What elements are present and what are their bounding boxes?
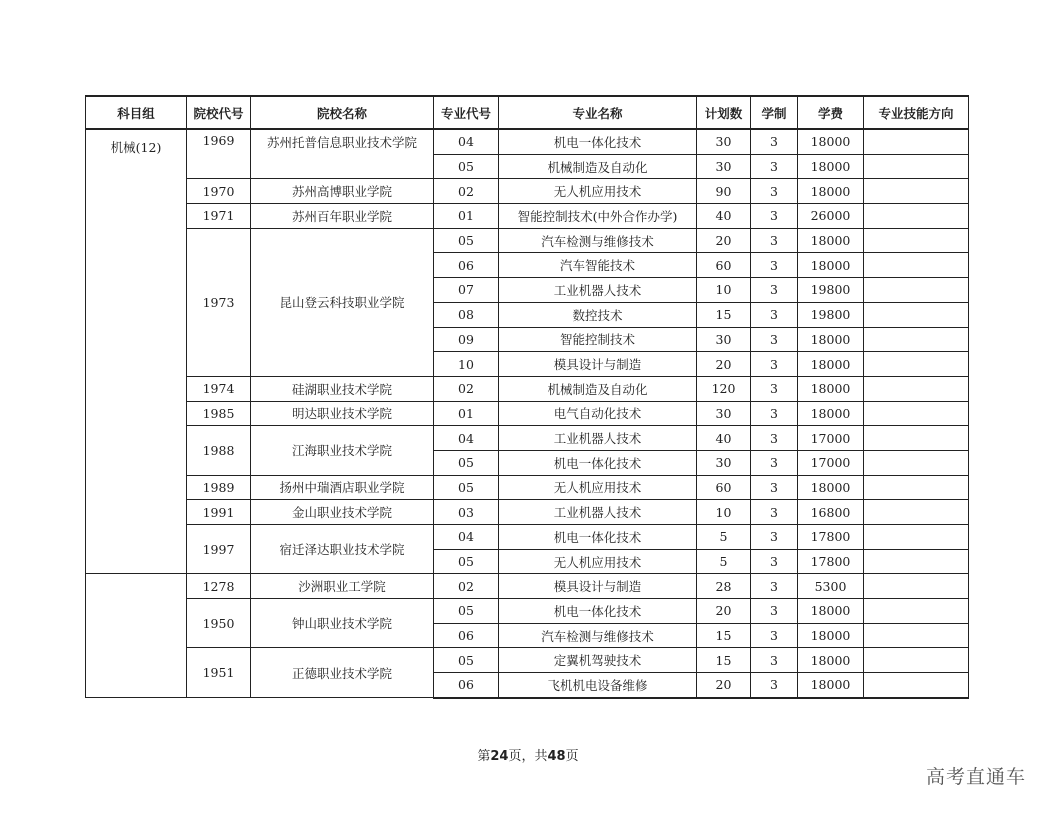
major-name-cell: 工业机器人技术	[499, 278, 697, 303]
fee-cell: 18000	[798, 376, 864, 401]
years-cell: 3	[751, 450, 798, 475]
years-cell: 3	[751, 426, 798, 451]
direction-cell	[864, 648, 969, 673]
table-row	[86, 228, 969, 253]
school-code-cell: 1974	[187, 376, 251, 401]
major-name-cell: 机电一体化技术	[499, 129, 697, 154]
years-cell: 3	[751, 154, 798, 179]
school-name-cell: 江海职业技术学院	[251, 426, 434, 475]
plan-cell: 90	[697, 179, 751, 204]
years-cell: 3	[751, 599, 798, 624]
school-code-cell: 1991	[187, 500, 251, 525]
school-name-cell: 苏州高博职业学院	[251, 179, 434, 204]
major-name-cell: 机电一体化技术	[499, 525, 697, 550]
major-code-cell: 08	[434, 302, 499, 327]
major-code-cell: 05	[434, 475, 499, 500]
direction-cell	[864, 574, 969, 599]
school-code-cell: 1989	[187, 475, 251, 500]
fee-cell: 18000	[798, 599, 864, 624]
header-plan: 计划数	[697, 96, 751, 129]
plan-cell: 20	[697, 228, 751, 253]
major-code-cell: 04	[434, 426, 499, 451]
plan-cell: 28	[697, 574, 751, 599]
school-name-cell: 扬州中瑞酒店职业学院	[251, 475, 434, 500]
enrollment-plan-table	[85, 95, 969, 699]
fee-cell: 26000	[798, 204, 864, 229]
major-name-cell: 智能控制技术	[499, 327, 697, 352]
group-cell: 机械(12)	[86, 129, 187, 574]
fee-cell: 5300	[798, 574, 864, 599]
school-code-cell: 1988	[187, 426, 251, 475]
fee-cell: 17000	[798, 450, 864, 475]
page-prefix: 第	[477, 749, 491, 764]
school-name-cell: 昆山登云科技职业学院	[251, 228, 434, 376]
direction-cell	[864, 500, 969, 525]
plan-cell: 30	[697, 154, 751, 179]
years-cell: 3	[751, 623, 798, 648]
table-row	[86, 129, 969, 154]
plan-cell: 60	[697, 253, 751, 278]
plan-cell: 10	[697, 500, 751, 525]
fee-cell: 17000	[798, 426, 864, 451]
years-cell: 3	[751, 302, 798, 327]
years-cell: 3	[751, 278, 798, 303]
school-code-cell: 1950	[187, 599, 251, 648]
direction-cell	[864, 327, 969, 352]
major-name-cell: 工业机器人技术	[499, 500, 697, 525]
major-name-cell: 汽车智能技术	[499, 253, 697, 278]
header-major-code: 专业代号	[434, 96, 499, 129]
fee-cell: 18000	[798, 327, 864, 352]
page-number	[0, 745, 1056, 764]
major-name-cell: 无人机应用技术	[499, 179, 697, 204]
school-name-cell: 明达职业技术学院	[251, 401, 434, 426]
plan-cell: 30	[697, 401, 751, 426]
major-code-cell: 01	[434, 401, 499, 426]
table-row	[86, 525, 969, 550]
major-code-cell: 09	[434, 327, 499, 352]
school-code-cell: 1278	[187, 574, 251, 599]
plan-cell: 5	[697, 549, 751, 574]
major-name-cell: 机电一体化技术	[499, 450, 697, 475]
years-cell: 3	[751, 549, 798, 574]
fee-cell: 17800	[798, 525, 864, 550]
plan-cell: 30	[697, 327, 751, 352]
major-name-cell: 数控技术	[499, 302, 697, 327]
plan-cell: 30	[697, 129, 751, 154]
school-code-cell: 1985	[187, 401, 251, 426]
major-name-cell: 模具设计与制造	[499, 574, 697, 599]
major-code-cell: 06	[434, 623, 499, 648]
fee-cell: 18000	[798, 401, 864, 426]
major-code-cell: 06	[434, 673, 499, 698]
major-name-cell: 电气自动化技术	[499, 401, 697, 426]
years-cell: 3	[751, 673, 798, 698]
header-school-code: 院校代号	[187, 96, 251, 129]
years-cell: 3	[751, 500, 798, 525]
school-name-cell: 钟山职业技术学院	[251, 599, 434, 648]
direction-cell	[864, 475, 969, 500]
header-direction: 专业技能方向	[864, 96, 969, 129]
table-row	[86, 204, 969, 229]
school-name-cell: 宿迁泽达职业技术学院	[251, 525, 434, 574]
major-code-cell: 06	[434, 253, 499, 278]
fee-cell: 18000	[798, 129, 864, 154]
fee-cell: 19800	[798, 278, 864, 303]
header-school-name: 院校名称	[251, 96, 434, 129]
fee-cell: 19800	[798, 302, 864, 327]
major-code-cell: 05	[434, 154, 499, 179]
fee-cell: 18000	[798, 673, 864, 698]
major-name-cell: 汽车检测与维修技术	[499, 228, 697, 253]
school-code-cell: 1971	[187, 204, 251, 229]
header-major-name: 专业名称	[499, 96, 697, 129]
fee-cell: 17800	[798, 549, 864, 574]
plan-cell: 120	[697, 376, 751, 401]
direction-cell	[864, 302, 969, 327]
major-name-cell: 模具设计与制造	[499, 352, 697, 377]
fee-cell: 18000	[798, 154, 864, 179]
direction-cell	[864, 129, 969, 154]
major-name-cell: 飞机机电设备维修	[499, 673, 697, 698]
table-row	[86, 426, 969, 451]
school-code-cell: 1951	[187, 648, 251, 698]
fee-cell: 18000	[798, 352, 864, 377]
years-cell: 3	[751, 376, 798, 401]
major-code-cell: 10	[434, 352, 499, 377]
years-cell: 3	[751, 401, 798, 426]
fee-cell: 18000	[798, 648, 864, 673]
school-name-cell: 硅湖职业技术学院	[251, 376, 434, 401]
group-cell	[86, 574, 187, 698]
plan-cell: 20	[697, 673, 751, 698]
plan-cell: 15	[697, 648, 751, 673]
direction-cell	[864, 599, 969, 624]
table-row	[86, 500, 969, 525]
major-code-cell: 05	[434, 549, 499, 574]
direction-cell	[864, 253, 969, 278]
header-group: 科目组	[86, 96, 187, 129]
watermark: 高考直通车	[925, 766, 1026, 788]
plan-cell: 5	[697, 525, 751, 550]
plan-cell: 10	[697, 278, 751, 303]
major-code-cell: 02	[434, 179, 499, 204]
major-code-cell: 04	[434, 129, 499, 154]
school-name-cell: 苏州托普信息职业技术学院	[251, 129, 434, 179]
major-name-cell: 机电一体化技术	[499, 599, 697, 624]
years-cell: 3	[751, 129, 798, 154]
major-name-cell: 智能控制技术(中外合作办学)	[499, 204, 697, 229]
table-row	[86, 599, 969, 624]
school-name-cell: 沙洲职业工学院	[251, 574, 434, 599]
direction-cell	[864, 278, 969, 303]
major-code-cell: 02	[434, 574, 499, 599]
table-row	[86, 179, 969, 204]
years-cell: 3	[751, 352, 798, 377]
major-name-cell: 机械制造及自动化	[499, 376, 697, 401]
plan-cell: 40	[697, 426, 751, 451]
table-row	[86, 648, 969, 673]
page-current: 24	[490, 749, 509, 764]
direction-cell	[864, 154, 969, 179]
plan-cell: 20	[697, 599, 751, 624]
fee-cell: 18000	[798, 228, 864, 253]
direction-cell	[864, 204, 969, 229]
major-name-cell: 无人机应用技术	[499, 475, 697, 500]
years-cell: 3	[751, 253, 798, 278]
direction-cell	[864, 623, 969, 648]
major-name-cell: 定翼机驾驶技术	[499, 648, 697, 673]
direction-cell	[864, 228, 969, 253]
page-total: 48	[547, 749, 566, 764]
table-row	[86, 574, 969, 599]
school-name-cell: 苏州百年职业学院	[251, 204, 434, 229]
plan-cell: 15	[697, 623, 751, 648]
school-code-cell: 1970	[187, 179, 251, 204]
fee-cell: 18000	[798, 623, 864, 648]
direction-cell	[864, 376, 969, 401]
major-code-cell: 03	[434, 500, 499, 525]
plan-cell: 20	[697, 352, 751, 377]
table-header-row	[86, 96, 969, 129]
table-row	[86, 475, 969, 500]
direction-cell	[864, 179, 969, 204]
plan-cell: 15	[697, 302, 751, 327]
years-cell: 3	[751, 648, 798, 673]
header-fee: 学费	[798, 96, 864, 129]
major-code-cell: 05	[434, 450, 499, 475]
page-middle: 页，共	[508, 749, 548, 764]
school-code-cell: 1969	[187, 129, 251, 179]
plan-cell: 30	[697, 450, 751, 475]
years-cell: 3	[751, 525, 798, 550]
direction-cell	[864, 401, 969, 426]
major-code-cell: 05	[434, 599, 499, 624]
school-code-cell: 1997	[187, 525, 251, 574]
direction-cell	[864, 673, 969, 698]
major-name-cell: 机械制造及自动化	[499, 154, 697, 179]
table-row	[86, 376, 969, 401]
years-cell: 3	[751, 327, 798, 352]
major-name-cell: 工业机器人技术	[499, 426, 697, 451]
years-cell: 3	[751, 574, 798, 599]
fee-cell: 16800	[798, 500, 864, 525]
direction-cell	[864, 352, 969, 377]
years-cell: 3	[751, 228, 798, 253]
school-name-cell: 正德职业技术学院	[251, 648, 434, 698]
major-name-cell: 汽车检测与维修技术	[499, 623, 697, 648]
years-cell: 3	[751, 179, 798, 204]
major-code-cell: 02	[434, 376, 499, 401]
school-code-cell: 1973	[187, 228, 251, 376]
direction-cell	[864, 450, 969, 475]
page-suffix: 页	[565, 749, 579, 764]
major-code-cell: 01	[434, 204, 499, 229]
direction-cell	[864, 426, 969, 451]
header-years: 学制	[751, 96, 798, 129]
table-row	[86, 401, 969, 426]
major-code-cell: 05	[434, 228, 499, 253]
plan-cell: 60	[697, 475, 751, 500]
years-cell: 3	[751, 204, 798, 229]
school-name-cell: 金山职业技术学院	[251, 500, 434, 525]
major-name-cell: 无人机应用技术	[499, 549, 697, 574]
direction-cell	[864, 525, 969, 550]
fee-cell: 18000	[798, 253, 864, 278]
years-cell: 3	[751, 475, 798, 500]
fee-cell: 18000	[798, 179, 864, 204]
major-code-cell: 07	[434, 278, 499, 303]
fee-cell: 18000	[798, 475, 864, 500]
major-code-cell: 04	[434, 525, 499, 550]
plan-cell: 40	[697, 204, 751, 229]
direction-cell	[864, 549, 969, 574]
major-code-cell: 05	[434, 648, 499, 673]
